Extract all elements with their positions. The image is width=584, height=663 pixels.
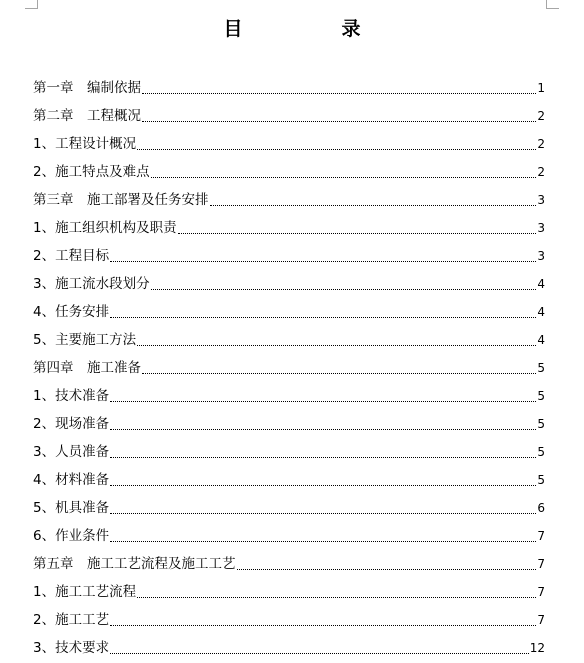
toc-entry-page: 12 — [529, 641, 545, 655]
toc-entry[interactable] — [33, 298, 545, 326]
toc-entry-page: 2 — [537, 109, 545, 123]
table-of-contents — [33, 74, 545, 662]
toc-entry-page: 2 — [537, 165, 545, 179]
toc-entry[interactable] — [33, 550, 545, 578]
dot-leader — [142, 121, 536, 122]
toc-entry[interactable] — [33, 326, 545, 354]
toc-entry-page: 5 — [537, 473, 545, 487]
toc-entry-page: 4 — [537, 305, 545, 319]
page-corner-mark-left — [25, 0, 38, 9]
toc-entry-page: 3 — [537, 221, 545, 235]
toc-entry[interactable] — [33, 186, 545, 214]
toc-entry-page: 5 — [537, 389, 545, 403]
toc-entry[interactable] — [33, 466, 545, 494]
toc-entry-page: 7 — [537, 613, 545, 627]
toc-entry-label: 第二章 工程概况 — [33, 108, 141, 124]
toc-entry[interactable] — [33, 438, 545, 466]
toc-entry-label: 2、施工特点及难点 — [33, 164, 150, 180]
dot-leader — [110, 485, 536, 486]
dot-leader — [137, 345, 536, 346]
toc-entry-label: 5、主要施工方法 — [33, 332, 137, 348]
toc-entry-label: 5、机具准备 — [33, 500, 110, 516]
toc-entry-page: 5 — [537, 417, 545, 431]
toc-entry[interactable] — [33, 74, 545, 102]
toc-entry-label: 1、施工组织机构及职责 — [33, 220, 177, 236]
dot-leader — [110, 261, 536, 262]
dot-leader — [110, 429, 536, 430]
toc-entry[interactable] — [33, 578, 545, 606]
dot-leader — [110, 653, 529, 654]
toc-entry-page: 7 — [537, 557, 545, 571]
toc-entry-label: 第一章 编制依据 — [33, 80, 141, 96]
dot-leader — [110, 401, 536, 402]
toc-entry-label: 第四章 施工准备 — [33, 360, 141, 376]
toc-entry[interactable] — [33, 634, 545, 662]
toc-entry[interactable] — [33, 382, 545, 410]
toc-entry[interactable] — [33, 354, 545, 382]
toc-entry-page: 3 — [537, 249, 545, 263]
toc-entry-page: 2 — [537, 137, 545, 151]
toc-entry-label: 1、技术准备 — [33, 388, 110, 404]
toc-entry-page: 3 — [537, 193, 545, 207]
dot-leader — [237, 569, 537, 570]
toc-entry-label: 1、工程设计概况 — [33, 136, 137, 152]
toc-entry-label: 3、技术要求 — [33, 640, 110, 656]
toc-entry-page: 4 — [537, 277, 545, 291]
toc-entry-label: 第三章 施工部署及任务安排 — [33, 192, 209, 208]
toc-entry-label: 2、现场准备 — [33, 416, 110, 432]
dot-leader — [137, 597, 536, 598]
toc-entry[interactable] — [33, 410, 545, 438]
page-corner-mark-right — [546, 0, 559, 9]
dot-leader — [151, 289, 537, 290]
dot-leader — [151, 177, 537, 178]
toc-entry[interactable] — [33, 606, 545, 634]
toc-entry-page: 5 — [537, 361, 545, 375]
toc-entry-page: 5 — [537, 445, 545, 459]
toc-title: 目 录 — [223, 18, 401, 40]
toc-entry-label: 3、人员准备 — [33, 444, 110, 460]
toc-entry-label: 4、任务安排 — [33, 304, 110, 320]
dot-leader — [137, 149, 536, 150]
dot-leader — [110, 625, 536, 626]
toc-entry[interactable] — [33, 242, 545, 270]
dot-leader — [142, 373, 536, 374]
toc-entry-page: 7 — [537, 585, 545, 599]
toc-entry-page: 7 — [537, 529, 545, 543]
toc-entry-label: 2、施工工艺 — [33, 612, 110, 628]
dot-leader — [110, 513, 536, 514]
toc-entry-page: 4 — [537, 333, 545, 347]
dot-leader — [110, 457, 536, 458]
toc-entry-label: 1、施工工艺流程 — [33, 584, 137, 600]
toc-entry[interactable] — [33, 102, 545, 130]
toc-entry[interactable] — [33, 158, 545, 186]
toc-entry-label: 2、工程目标 — [33, 248, 110, 264]
dot-leader — [110, 541, 536, 542]
dot-leader — [210, 205, 537, 206]
toc-entry-page: 1 — [537, 81, 545, 95]
toc-entry[interactable] — [33, 522, 545, 550]
toc-entry-page: 6 — [537, 501, 545, 515]
toc-entry[interactable] — [33, 270, 545, 298]
dot-leader — [178, 233, 537, 234]
dot-leader — [142, 93, 536, 94]
dot-leader — [110, 317, 536, 318]
toc-entry-label: 6、作业条件 — [33, 528, 110, 544]
toc-entry-label: 第五章 施工工艺流程及施工工艺 — [33, 556, 236, 572]
toc-entry-label: 4、材料准备 — [33, 472, 110, 488]
toc-entry-label: 3、施工流水段划分 — [33, 276, 150, 292]
toc-entry[interactable] — [33, 494, 545, 522]
toc-entry[interactable] — [33, 130, 545, 158]
toc-entry[interactable] — [33, 214, 545, 242]
